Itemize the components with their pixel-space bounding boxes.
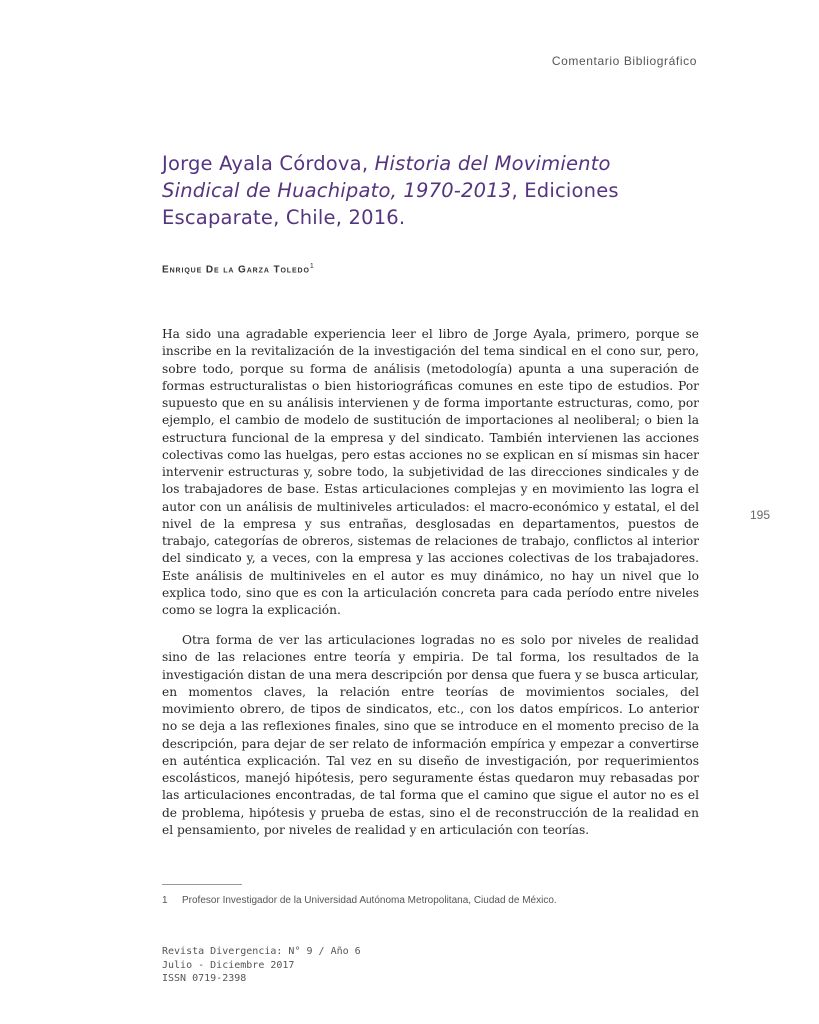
title-publisher-part: , Ediciones Escaparate, Chile, 2016. <box>162 179 619 229</box>
footnote <box>162 895 557 906</box>
footnote-number: 1 <box>162 895 168 906</box>
footnote-divider <box>162 884 242 885</box>
article-title <box>162 150 682 231</box>
author-name: Enrique De la Garza Toledo <box>162 264 310 276</box>
running-header: Comentario Bibliográfico <box>551 54 697 68</box>
journal-info <box>162 945 361 986</box>
title-book-part: Historia del Movimiento Sindical de Huachipato, 1970-2013 <box>162 152 611 202</box>
footnote-text: Profesor Investigador de la Universidad Autónoma Metropolitana, Ciudad de México. <box>182 895 557 906</box>
page-number: 195 <box>750 508 771 522</box>
footnote-mark: 1 <box>309 263 315 270</box>
title-author-part: Jorge Ayala Córdova, <box>162 152 375 175</box>
journal-line-1: Revista Divergencia: N° 9 / Año 6 <box>162 946 361 957</box>
journal-line-3: ISSN 0719-2398 <box>162 973 247 985</box>
journal-line-2: Julio - Diciembre 2017 <box>162 959 295 971</box>
author-byline <box>162 263 315 275</box>
body-paragraph-2: Otra forma de ver las articulaciones logradas no es solo por niveles de realidad sino de las relaciones entre teoría y empiria. De tal forma, los resultados de la investigación distan de una mera descripción por densa que fuera y se busca articular, en momentos claves, la relación entre teorías de movimientos sociales, del movimiento obrero, de tipos de sindicatos, etc., con los datos empíricos. Lo anterior no se deja a las reflexiones finales, sino que se introduce en el momento preciso de la descripción, para dejar de ser relato de información empírica y empezar a convertirse en auténtica explicación. Tal vez en su diseño de investigación, por requerimientos escolásticos, manejó hipótesis, pero seguramente éstas quedaron muy rebasadas por las articulaciones encontradas, de tal forma que el camino que sigue el autor no es el de problema, hipótesis y prueba de estas, sino el de reconstrucción de la realidad en el pensamiento, por niveles de realidad y en articulación con teorías. <box>162 633 699 837</box>
body-paragraph-1: Ha sido una agradable experiencia leer el libro de Jorge Ayala, primero, porque se inscribe en la revitalización de la investigación del tema sindical en el cono sur, pero, sobre todo, porque su forma de análisis (metodología) apunta a una superación de formas estructuralistas o bien historiográficas comunes en este tipo de estudios. Por supuesto que en su análisis intervienen y de forma importante estructuras, como, por ejemplo, el cambio de modelo de sustitución de importaciones al neoliberal; o bien la estructura funcional de la empresa y del sindicato. También intervienen las acciones colectivas como las huelgas, pero estas acciones no se explican en sí mismas sin hacer intervenir estructuras y, sobre todo, la subjetividad de las direcciones sindicales y de los trabajadores de base. Estas articulaciones complejas y en movimiento las logra el autor con un análisis de multiniveles articulados: el macro-económico y estatal, el del nivel de la empresa y sus entrañas, desglosadas en departamentos, puestos de trabajo, categorías de obreros, sistemas de relaciones de trabajo, conflictos al interior del sindicato y, a veces, con la empresa y las acciones colectivas de los trabajadores. Este análisis de multiniveles en el autor es muy dinámico, no hay un nivel que lo explica todo, sino que es con la articulación concreta para cada período entre niveles como se logra la explicación. <box>162 327 699 617</box>
